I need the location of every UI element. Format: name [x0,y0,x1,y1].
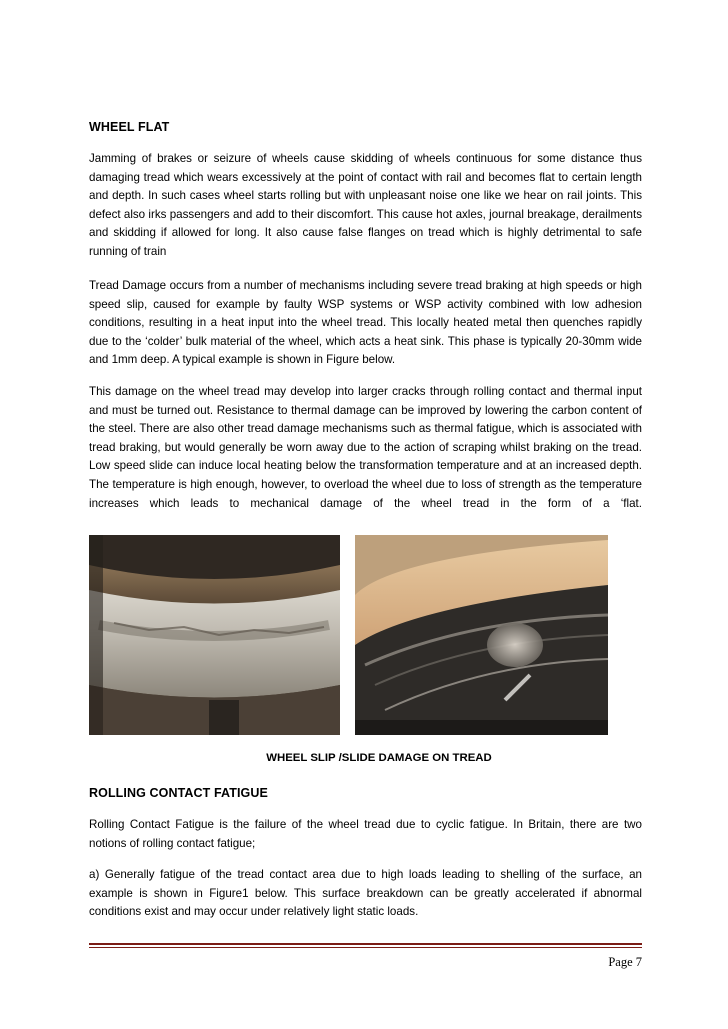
paragraph-tread-damage: Tread Damage occurs from a number of mechanisms including severe tread braking at high speeds or high speed slip, caused for example by faulty WSP systems or WSP activity combined with low adhesion conditions, resulting in a heat input into the wheel tread. This locally heated metal then quenches rapidly due to the ‘colder’ bulk material of the wheel, which acts a heat sink. This phase is typically 20-30mm wide and 1mm deep. A typical example is shown in Figure below. [89,279,642,367]
figure-caption: WHEEL SLIP /SLIDE DAMAGE ON TREAD [266,752,492,764]
wheel-slip-photo-left [89,535,340,735]
section-heading-rolling-contact-fatigue: ROLLING CONTACT FATIGUE [89,786,268,800]
section-heading-wheel-flat: WHEEL FLAT [89,120,170,134]
paragraph-thermal-damage: This damage on the wheel tread may develop into larger cracks through rolling contact and thermal input and must be turned out. Resistance to thermal damage can be improved by lowering the carbon content of the steel. There are also other tread damage mechanisms such as thermal fatigue, which is associated with tread braking, but would generally be worn away due to the action of scraping whilst braking on the tread. Low speed slide can induce local heating below the transformation temperature and at an increased depth. The temperature is high enough, however, to overload the wheel due to loss of strength as the temperature increases which leads to mechanical damage of the wheel tread in the form of a ‘flat. [89,385,642,510]
paragraph-rcf-intro: Rolling Contact Fatigue is the failure of the wheel tread due to cyclic fatigue. In Britain, there are two notions of rolling contact fatigue; [89,818,642,850]
footer-rule-thick [89,943,642,945]
wheel-slip-photo-right [355,535,608,735]
footer-rule-thin [89,947,642,948]
wheel-photo-left-image [89,535,340,735]
paragraph-rcf-a: a) Generally fatigue of the tread contact area due to high loads leading to shelling of the surface, an example is shown in Figure1 below. This surface breakdown can be greatly accelerated if abnormal conditions exist and may occur under relatively light static loads. [89,868,642,919]
page-number: Page 7 [608,955,642,969]
wheel-photo-right-image [355,535,608,735]
paragraph-wheel-flat-intro: Jamming of brakes or seizure of wheels cause skidding of wheels continuous for some distance thus damaging tread which wears excessively at the point of contact with rail and becomes flat to certain length and depth. In such cases wheel starts rolling but with unpleasant noise one like we hear on rail joints. This defect also irks passengers and add to their discomfort. This cause hot axles, journal breakage, derailments and skidding if allowed for long. It also cause false flanges on tread which is highly detrimental to safe running of train [89,152,642,258]
